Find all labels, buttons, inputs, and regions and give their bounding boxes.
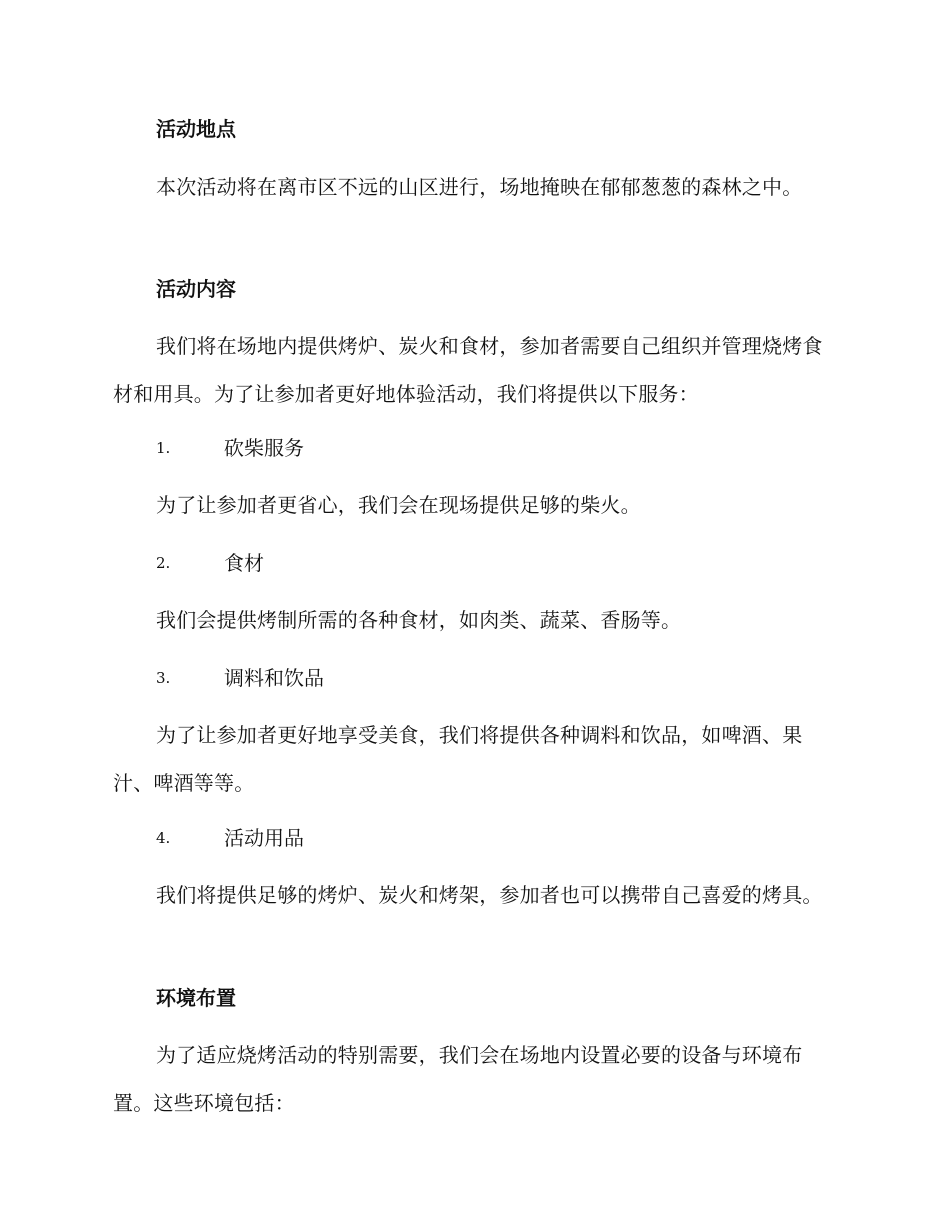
list-item-number: 4. [156,829,171,847]
list-item-1-text: 为了让参加者更省心，我们会在现场提供足够的柴火。 [156,493,641,517]
list-item-label: 调料和饮品 [224,666,324,690]
list-item-label: 活动用品 [224,826,304,850]
list-item-2-text: 我们会提供烤制所需的各种食材，如肉类、蔬菜、香肠等。 [156,608,682,632]
list-item-label: 食材 [224,551,264,575]
list-item-label: 砍柴服务 [224,436,304,460]
heading-environment: 环境布置 [156,986,236,1010]
list-item-number: 1. [156,439,171,457]
heading-content: 活动内容 [156,277,236,301]
paragraph-location: 本次活动将在离市区不远的山区进行，场地掩映在郁郁葱葱的森林之中。 [156,175,803,199]
heading-location: 活动地点 [156,117,236,141]
list-item-4-text: 我们将提供足够的烤炉、炭火和烤架，参加者也可以携带自己喜爱的烤具。 [156,883,823,907]
list-item-number: 2. [156,554,171,572]
list-item-number: 3. [156,669,171,687]
paragraph-environment: 为了适应烧烤活动的特别需要，我们会在场地内设置必要的设备与环境布置。这些环境包括： [113,1043,803,1115]
list-item-3-text: 为了让参加者更好地享受美食，我们将提供各种调料和饮品，如啤酒、果汁、啤酒等等。 [113,723,803,795]
paragraph-content: 我们将在场地内提供烤炉、炭火和食材，参加者需要自己组织并管理烧烤食材和用具。为了让参加者更好地体验活动，我们将提供以下服务： [113,334,823,406]
